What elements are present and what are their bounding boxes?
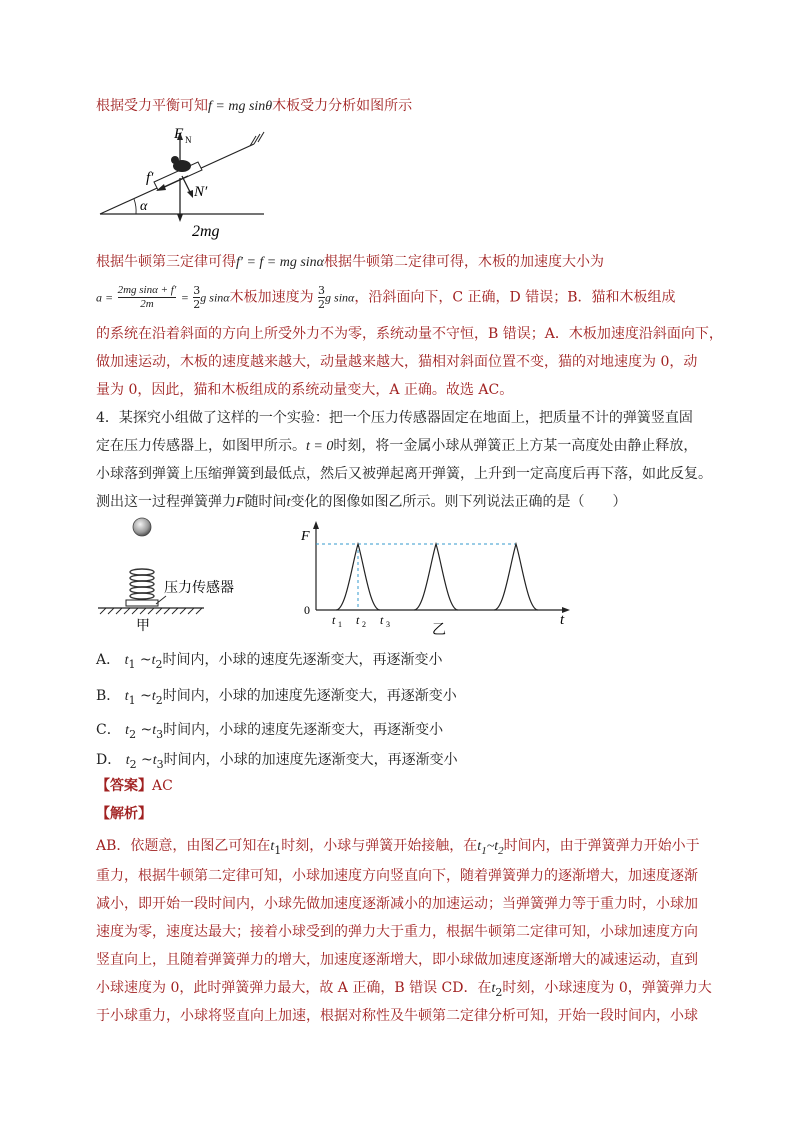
force-time-chart [296, 516, 576, 636]
svg-text:3: 3 [386, 620, 390, 629]
option-a: A． $t_1$ $\sim t_2$时间内，小球的速度先逐渐变大，再逐渐变小 [96, 652, 443, 671]
tick-t1 [332, 613, 342, 629]
fn-label: F [174, 126, 184, 142]
solution-line-3: a = $\frac{\text{2mg sinα + f′}}{2m}$ = $\frac{3}{2}$ g sinα木板加速度为 $\frac{3}{2}$ g sinα，沿斜面向下，C 正确，D 错误；B．猫和木板组成 [96, 284, 676, 311]
analysis-line-5: 竖直向上，且随着弹簧弹力的增大，加速度逐渐增大，即小球做加速度逐渐增大的减速运动，直到 [96, 952, 698, 968]
x-axis-label: t [560, 612, 565, 628]
analysis-line-4: 速度为零，速度达最大；接着小球受到的弹力大于重力，根据牛顿第二定律可知，小球加速度方向 [96, 924, 698, 940]
answer-value: AC [152, 778, 173, 794]
analysis-bracket: 【解析】 [96, 806, 152, 822]
svg-text:1: 1 [338, 620, 342, 629]
gravity-label: 2mg [192, 223, 220, 240]
tick-t3 [380, 613, 390, 629]
svg-text:2: 2 [362, 620, 366, 629]
friction-label: f′ [146, 170, 154, 186]
option-c: C． $t_2$ $\sim t_3$时间内，小球的速度先逐渐变大，再逐渐变小 [96, 722, 444, 741]
normal-label: N′ [194, 184, 208, 200]
svg-text:t: t [356, 613, 360, 627]
analysis-line-7: 于小球重力，小球将竖直向上加速，根据对称性及牛顿第二定律分析可知，开始一段时间内，小球 [96, 1008, 698, 1024]
force-peak-3 [494, 544, 538, 610]
solution-line-2: 根据牛顿第三定律可得f′ = f = mg sinα根据牛顿第二定律可得，木板的加速度大小为 [96, 254, 605, 270]
alpha-label: α [140, 199, 148, 214]
solution-line-5: 做加速运动，木板的速度越来越大，动量越来越大，猫相对斜面位置不变，猫的对地速度为 0，动 [96, 354, 698, 370]
answer-line [96, 776, 173, 796]
origin-label: 0 [304, 603, 310, 617]
question-line-4: 测出这一过程弹簧弹力F随时间t变化的图像如图乙所示。则下列说法正确的是（ ） [96, 494, 627, 510]
solution-line-6: 量为 0，因此，猫和木板组成的系统动量变大，A 正确。故选 AC。 [96, 382, 514, 398]
solution-line-1: 根据受力平衡可知f = mg sinθ木板受力分析如图所示 [96, 98, 413, 114]
figure-jia-caption: 甲 [136, 619, 150, 634]
force-peak-2 [414, 544, 458, 610]
analysis-line-2: 重力，根据牛顿第二定律可知，小球加速度方向竖直向下，随着弹簧弹力的逐渐增大，加速度逐渐 [96, 868, 698, 884]
figure-yi-caption: 乙 [432, 623, 446, 636]
fn-subscript: N [185, 135, 192, 145]
answer-bracket: 【答案】 [96, 778, 152, 794]
question-line-3: 小球落到弹簧上压缩弹簧到最低点，然后又被弹起离开弹簧，上升到一定高度后再下落，如此反复。 [96, 466, 712, 482]
analysis-line-3: 减小，即开始一段时间内，小球先做加速度逐渐减小的加速运动；当弹簧弹力等于重力时，小球加 [96, 896, 698, 912]
sensor-label: 压力传感器 [164, 581, 234, 596]
question-line-2: 定在压力传感器上，如图甲所示。t = 0时刻，将一金属小球从弹簧正上方某一高度处由静止释放， [96, 438, 698, 454]
tick-t2 [356, 613, 366, 629]
svg-text:t: t [380, 613, 384, 627]
analysis-line-6: 小球速度为 0，此时弹簧弹力最大，故 A 正确，B 错误 CD．在$t_2$时刻，小球速度为 0，弹簧弹力大 [96, 980, 712, 999]
spring [130, 569, 154, 599]
spring-sensor-figure [96, 512, 266, 636]
svg-text:t: t [332, 613, 336, 627]
pressure-sensor [126, 600, 158, 606]
question-line-1: 4．某探究小组做了这样的一个实验：把一个压力传感器固定在地面上，把质量不计的弹簧竖直固 [96, 410, 693, 426]
incline-force-diagram [96, 122, 286, 244]
option-d: D． $t_2$ $\sim t_3$时间内，小球的加速度先逐渐变大，再逐渐变小 [96, 752, 458, 771]
y-axis-label: F [301, 529, 310, 544]
option-b: B． $t_1$ $\sim t_2$时间内，小球的加速度先逐渐变大，再逐渐变小 [96, 688, 457, 707]
metal-ball [133, 518, 151, 536]
analysis-line-1: AB．依题意，由图乙可知在$t_1$时刻，小球与弹簧开始接触，在$t_1\sim t_2$时间内，由于弹簧弹力开始小于 [96, 838, 700, 857]
solution-line-4: 的系统在沿着斜面的方向上所受外力不为零，系统动量不守恒，B 错误；A．木板加速度沿斜面向下， [96, 326, 723, 342]
